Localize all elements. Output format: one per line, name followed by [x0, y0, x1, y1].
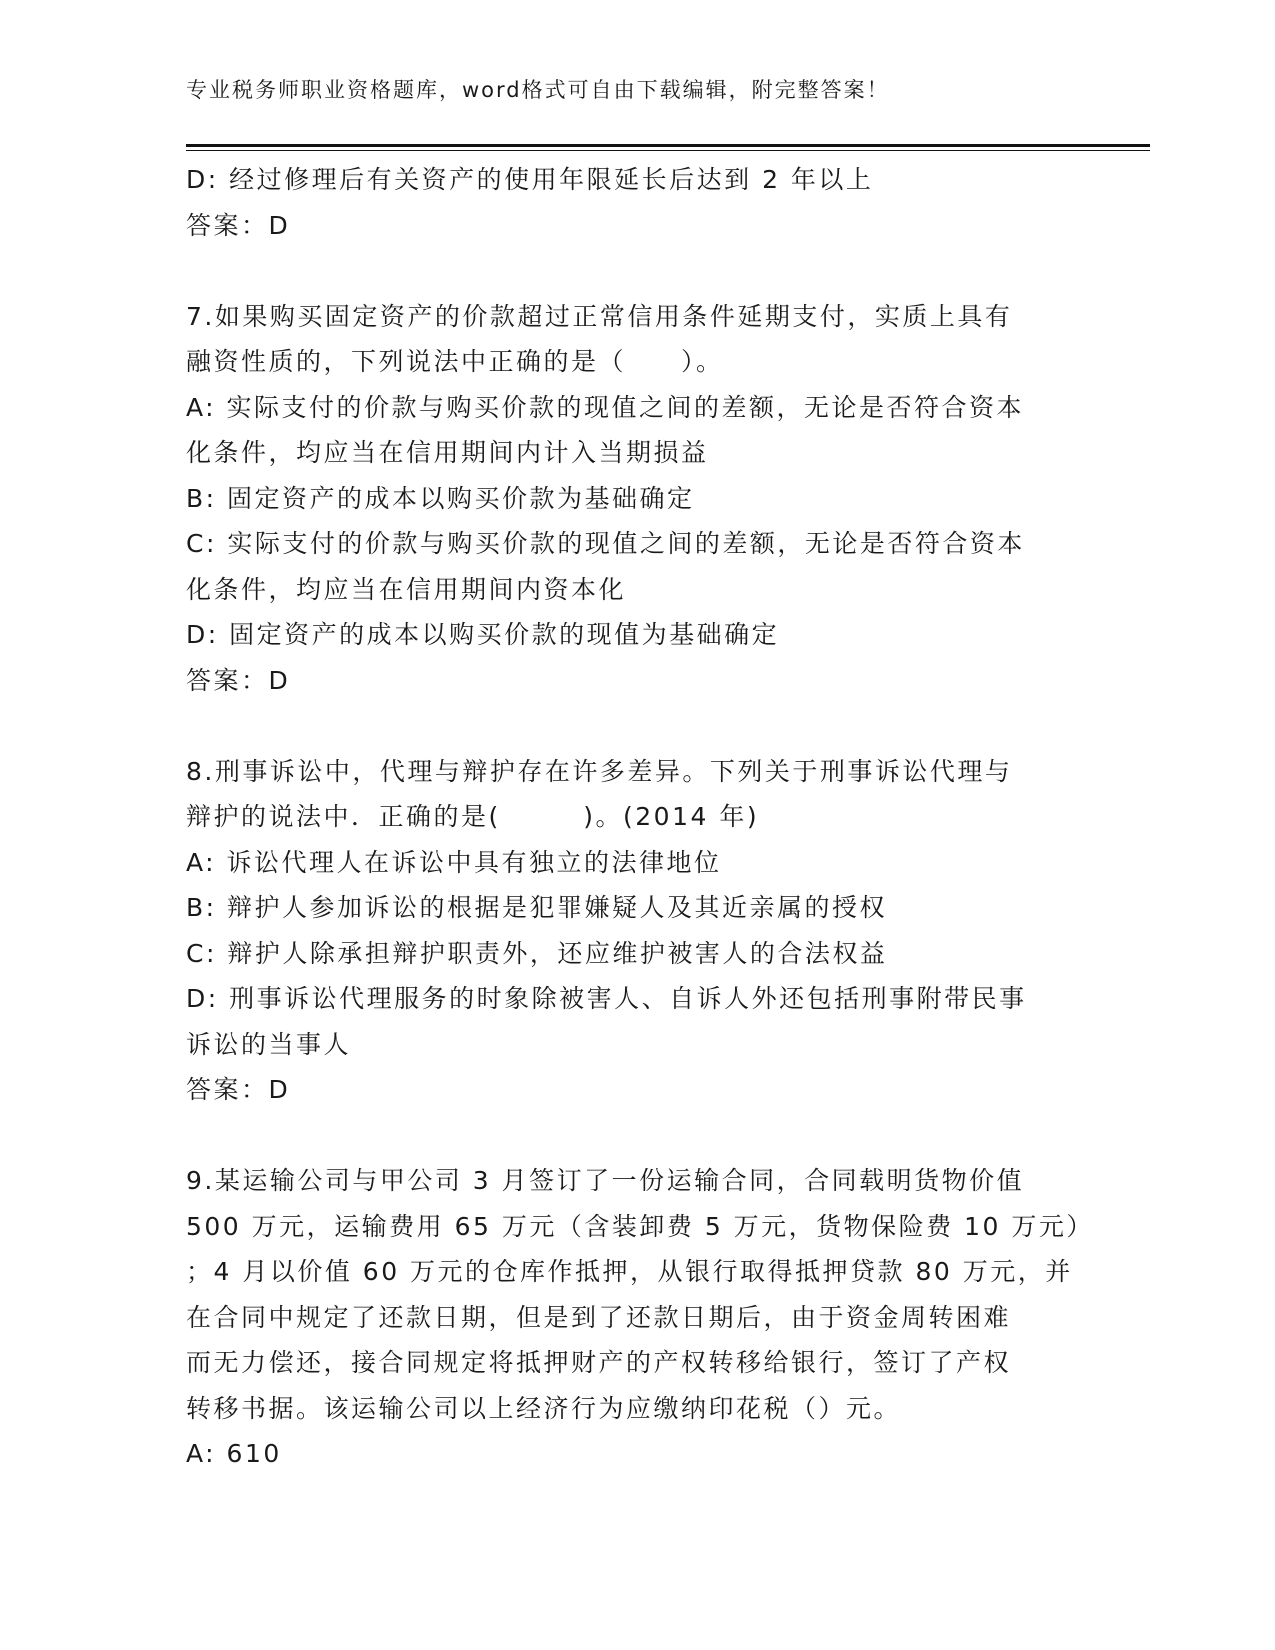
question-8 [186, 749, 1086, 1113]
option-c: C: 辩护人除承担辩护职责外，还应维护被害人的合法权益 [186, 938, 888, 968]
option-d: D: 刑事诉讼代理服务的时象除被害人、自诉人外还包括刑事附带民事 [186, 984, 1027, 1013]
page-header: 专业税务师职业资格题库，word格式可自由下载编辑，附完整答案！ [186, 78, 890, 102]
option-b: B: 固定资产的成本以购买价款为基础确定 [186, 483, 695, 513]
question-text: ；4 月以价值 60 万元的仓库作抵押，从银行取得抵押贷款 80 万元，并 [186, 1257, 1073, 1286]
question-text: 转移书据。该运输公司以上经济行为应缴纳印花税（）元。 [186, 1393, 902, 1423]
option-a-continued: 化条件，均应当在信用期间内计入当期损益 [186, 438, 709, 467]
answer: 答案：D [186, 665, 291, 695]
question-7 [186, 294, 1086, 704]
option-d: D: 经过修理后有关资产的使用年限延长后达到 2 年以上 [186, 165, 874, 194]
question-text: 9.某运输公司与甲公司 3 月签订了一份运输合同，合同载明货物价值 [186, 1166, 1025, 1195]
question-text: 8.刑事诉讼中，代理与辩护存在许多差异。下列关于刑事诉讼代理与 [186, 756, 1013, 786]
answer: 答案：D [186, 210, 291, 240]
question-text: 500 万元，运输费用 65 万元（含装卸费 5 万元，货物保险费 10 万元） [186, 1211, 1094, 1241]
spacer [186, 1113, 1086, 1159]
answer: 答案：D [186, 1075, 291, 1104]
option-d-continued: 诉讼的当事人 [186, 1029, 352, 1059]
option-a: A: 实际支付的价款与购买价款的现值之间的差额，无论是否符合资本 [186, 392, 1025, 422]
option-a: A: 诉讼代理人在诉讼中具有独立的法律地位 [186, 847, 722, 877]
document-body [186, 157, 1094, 1477]
question-text: 融资性质的，下列说法中正确的是（ ）。 [186, 347, 724, 376]
question-text: 辩护的说法中．正确的是( )。(2014 年) [186, 802, 760, 831]
spacer [186, 248, 1086, 294]
option-d: D: 固定资产的成本以购买价款的现值为基础确定 [186, 620, 780, 649]
option-c-continued: 化条件，均应当在信用期间内资本化 [186, 574, 627, 604]
option-a: A: 610 [186, 1439, 282, 1468]
question-9 [186, 1158, 1094, 1477]
header-divider [186, 144, 1150, 151]
spacer [186, 703, 1086, 749]
option-c: C: 实际支付的价款与购买价款的现值之间的差额，无论是否符合资本 [186, 529, 1025, 558]
option-b: B: 辩护人参加诉讼的根据是犯罪嫌疑人及其近亲属的授权 [186, 893, 888, 922]
question-text: 在合同中规定了还款日期，但是到了还款日期后，由于资金周转困难 [186, 1302, 1012, 1332]
question-text: 7.如果购买固定资产的价款超过正常信用条件延期支付，实质上具有 [186, 301, 1013, 331]
question-text: 而无力偿还，接合同规定将抵押财产的产权转移给银行，签订了产权 [186, 1348, 1012, 1377]
